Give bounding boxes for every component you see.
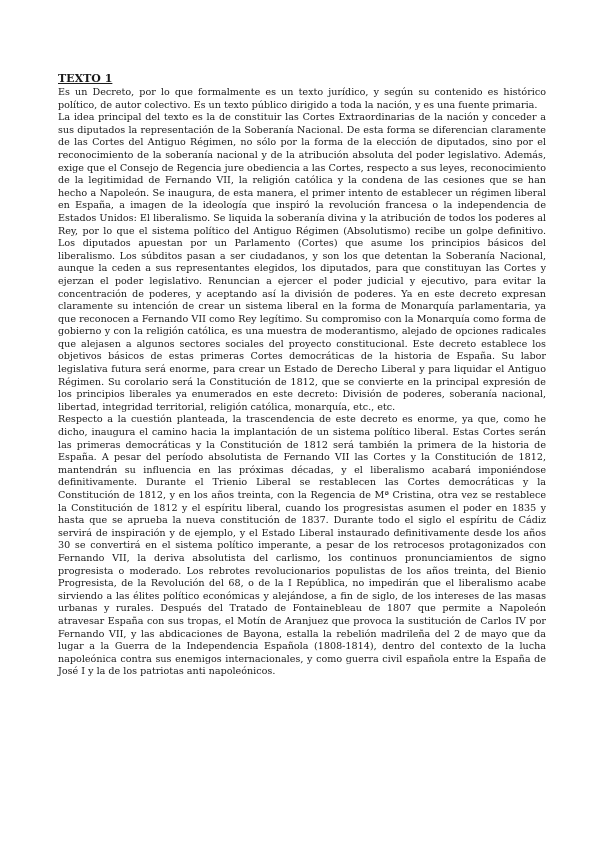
document-page bbox=[58, 72, 546, 679]
paragraph-significance: Respecto a la cuestión planteada, la trascendencia de este decreto es enorme, ya que, como he dicho, inaugura el camino hacia la implantación de un sistema político liberal. Estas Cortes serán las primeras democráticas y la Constitución de 1812 será también la primera de la historia de España. A pesar del período absolutista de Fernando VII las Cortes y la Constitución de 1812, mantendrán su influencia en las próximas décadas, y el liberalismo acabará imponiéndose definitivamente. Durante el Trienio Liberal se restablecen las Cortes democráticas y la Constitución de 1812, y en los años treinta, con la Regencia de Mª Cristina, otra vez se restablece la Constitución de 1812 y el espíritu liberal, cuando los progresistas asumen el poder en 1835 y hasta que se aprueba la nueva constitución de 1837. Durante todo el siglo el espíritu de Cádiz servirá de inspiración y de ejemplo, y el Estado Liberal instaurado definitivamente desde los años 30 se convertirá en el sistema político imperante, a pesar de los retrocesos protagonizados con Fernando VII, la deriva absolutista del carlismo, los continuos pronunciamientos de signo progresista o moderado. Los rebrotes revolucionarios populistas de los años treinta, del Bienio Progresista, de la Revolución del 68, o de la I República, no impedirán que el liberalismo acabe sirviendo a las élites político económicas y alejándose, a fin de siglo, de los intereses de las masas urbanas y rurales. Después del Tratado de Fontainebleau de 1807 que permite a Napoleón atravesar España con sus tropas, el Motín de Aranjuez que provoca la sustitución de Carlos IV por Fernando VII, y las abdicaciones de Bayona, estalla la rebelión madrileña del 2 de mayo que da lugar a la Guerra de la Independencia Española (1808-1814), dentro del contexto de la lucha napoleónica contra sus enemigos internacionales, y como guerra civil española entre la España de José I y la de los patriotas anti napoleónicos. bbox=[58, 414, 546, 678]
paragraph-intro: Es un Decreto, por lo que formalmente es un texto jurídico, y según su contenido es histórico político, de autor colectivo. Es un texto público dirigido a toda la nación, y es una fuente primaria. bbox=[58, 87, 546, 111]
paragraph-main-idea: La idea principal del texto es la de constituir las Cortes Extraordinarias de la nación y conceder a sus diputados la representación de la Soberanía Nacional. De esta forma se diferencian claramente de las Cortes del Antiguo Régimen, no sólo por la forma de la elección de diputados, sino por el reconocimiento de la soberanía nacional y de la atribución absoluta del poder legislativo. Además, exige que el Consejo de Regencia jure obediencia a las Cortes, respecto a sus leyes, reconocimiento de la legitimidad de Fernando VII, la religión católica y la condena de las cesiones que se han hecho a Napoleón. Se inaugura, de esta manera, el primer intento de establecer un régimen liberal en España, a imagen de la ideología que inspiró la revolución francesa o la independencia de Estados Unidos: El liberalismo. Se liquida la soberanía divina y la atribución de todos los poderes al Rey, por lo que el sistema político del Antiguo Régimen (Absolutismo) recibe un golpe definitivo. Los diputados apuestan por un Parlamento (Cortes) que asume los principios básicos del liberalismo. Los súbditos pasan a ser ciudadanos, y son los que detentan la Soberanía Nacional, aunque la ceden a sus representantes elegidos, los diputados, para que constituyan las Cortes y ejerzan el poder legislativo. Renuncian a ejercer el poder judicial y ejecutivo, para evitar la concentración de poderes, y aceptando así la división de poderes. Ya en este decreto expresan claramente su intención de crear un sistema liberal en la forma de Monarquía parlamentaria, ya que reconocen a Fernando VII como Rey legítimo. Su compromiso con la Monarquía como forma de gobierno y con la religión católica, es una muestra de moderantismo, alejado de opciones radicales que alejasen a algunos sectores sociales del proyecto constitucional. Este decreto establece los objetivos básicos de estas primeras Cortes democráticas de la historia de España. Su labor legislativa futura será enorme, para crear un Estado de Derecho Liberal y para liquidar el Antiguo Régimen. Su corolario será la Constitución de 1812, que se convierte en la principal expresión de los principios liberales ya enumerados en este decreto: División de poderes, soberanía nacional, libertad, integridad territorial, religión católica, monarquía, etc., etc. bbox=[58, 112, 546, 413]
document-title: TEXTO 1 bbox=[58, 72, 113, 85]
